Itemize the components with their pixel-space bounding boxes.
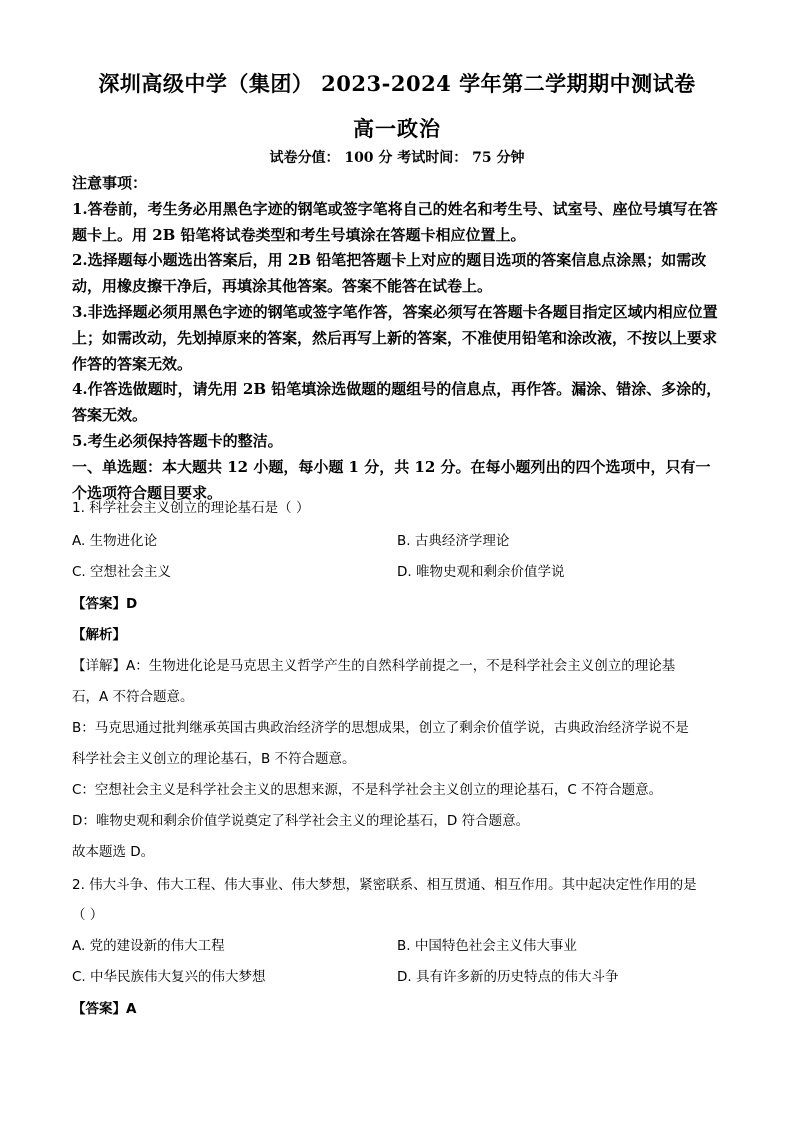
question-1-detail: D：唯物史观和剩余价值学说奠定了科学社会主义的理论基石，D 符合题意。 [72,813,530,829]
instruction-item: 1.答卷前，考生务必用黑色字迹的钢笔或签字笔将自己的姓名和考生号、试室号、座位号填写在答题卡上。用 2B 铅笔将试卷类型和考生号填涂在答题卡相应位置上。 [72,199,718,244]
question-1-option-b: B. 古典经济学理论 [397,533,510,549]
question-1-detail: 石，A 不符合题意。 [72,689,194,705]
question-2-option-b: B. 中国特色社会主义伟大事业 [397,938,577,954]
question-1-detail: 【详解】A：生物进化论是马克思主义哲学产生的自然科学前提之一，不是科学社会主义创立的理论基 [72,658,676,674]
question-1-detail: 科学社会主义创立的理论基石，B 不符合题意。 [72,751,356,767]
question-1-option-a: A. 生物进化论 [72,533,158,549]
instruction-item: 2.选择题每小题选出答案后，用 2B 铅笔把答题卡上对应的题目选项的答案信息点涂黑；如需改动，用橡皮擦干净后，再填涂其他答案。答案不能答在试卷上。 [72,251,707,296]
instruction-item: 5.考生必须保持答题卡的整洁。 [72,431,283,450]
question-2-option-d: D. 具有许多新的历史特点的伟大斗争 [397,969,619,985]
section-heading: 一、单选题：本大题共 12 小题，每小题 1 分，共 12 分。在每小题列出的四个选项中，只有一个选项符合题目要求。 [72,457,711,502]
exam-info: 试卷分值： 100 分 考试时间： 75 分钟 [269,150,525,166]
instruction-item: 4.作答选做题时，请先用 2B 铅笔填涂选做题的题组号的信息点，再作答。漏涂、错涂、多涂的，答案无效。 [72,380,722,425]
question-2-stem: 2. 伟大斗争、伟大工程、伟大事业、伟大梦想，紧密联系、相互贯通、相互作用。其中起决定性作用的是 [72,877,697,893]
question-2-stem-bracket: （ ） [72,907,104,923]
question-1-detail: B：马克思通过批判继承英国古典政治经济学的思想成果，创立了剩余价值学说，古典政治经济学说不是 [72,720,689,736]
question-1-stem: 1. 科学社会主义创立的理论基石是（ ） [72,500,310,516]
question-1-conclusion: 故本题选 D。 [72,844,155,860]
exam-title: 深圳高级中学（集团） 2023-2024 学年第二学期期中测试卷 [98,71,696,96]
question-2-option-a: A. 党的建设新的伟大工程 [72,938,225,954]
question-1-analysis-tag: 【解析】 [72,627,126,643]
instructions [72,171,724,506]
subject-title: 高一政治 [353,116,441,141]
question-2-answer: 【答案】A [72,1001,137,1017]
question-1-option-c: C. 空想社会主义 [72,564,172,580]
instructions-heading: 注意事项： [72,174,148,192]
question-1-detail: C：空想社会主义是科学社会主义的思想来源，不是科学社会主义创立的理论基石，C 不符合题意。 [72,782,663,798]
question-1-answer: 【答案】D [72,596,138,612]
question-1-option-d: D. 唯物史观和剩余价值学说 [397,564,565,580]
question-2-option-c: C. 中华民族伟大复兴的伟大梦想 [72,969,266,985]
instruction-item: 3.非选择题必须用黑色字迹的钢笔或签字笔作答，答案必须写在答题卡各题目指定区域内相应位置上；如需改动，先划掉原来的答案，然后再写上新的答案，不准使用铅笔和涂改液，不按以上要求作答的答案无效。 [72,302,718,373]
